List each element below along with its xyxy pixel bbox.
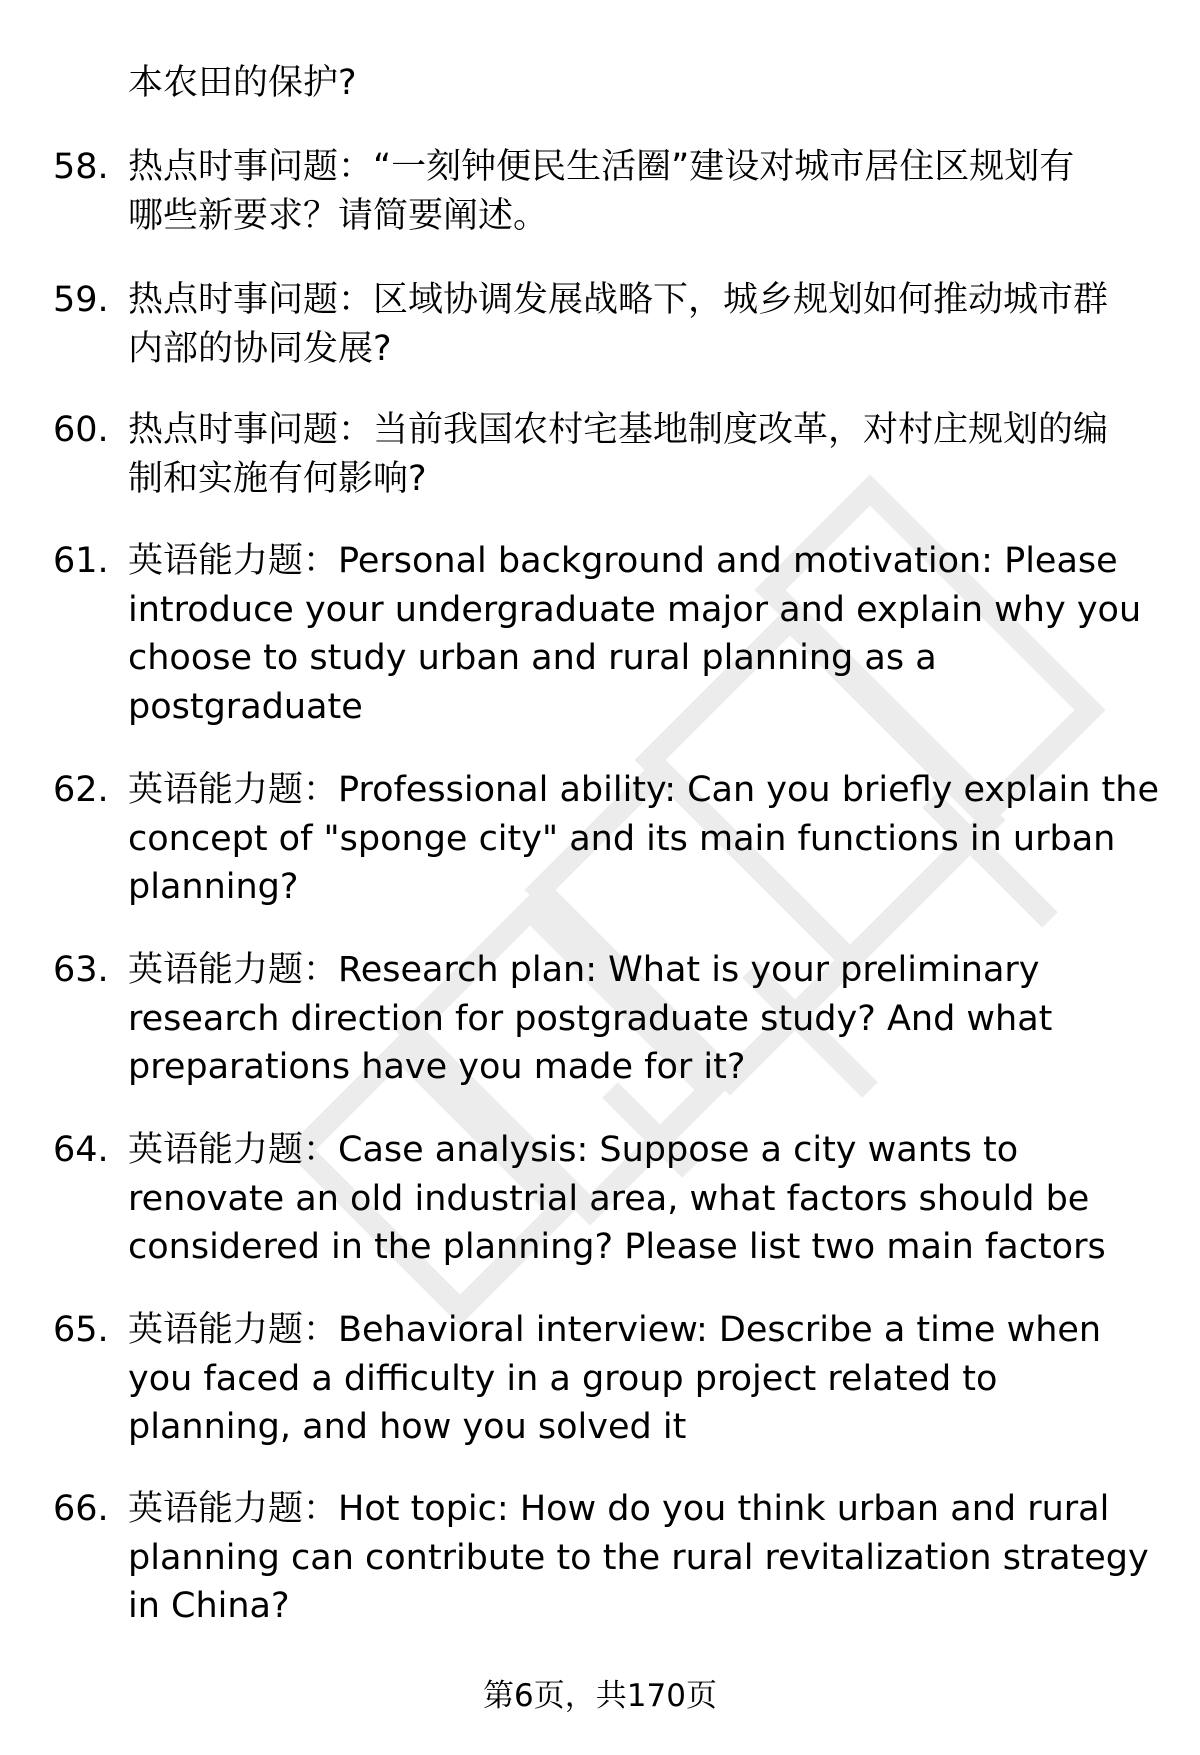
- text-line: 英语能力题：Research plan: What is your preliminary: [128, 950, 1040, 990]
- text-line: 内部的协同发展?: [128, 328, 392, 369]
- question-number: 59.: [53, 280, 109, 320]
- text-line: choose to study urban and rural planning as a: [128, 638, 937, 678]
- text-line: 英语能力题：Professional ability: Can you briefly explain the: [128, 770, 1159, 810]
- question-number: 64.: [53, 1130, 109, 1170]
- text-line: planning, and how you solved it: [128, 1407, 687, 1447]
- text-line: planning?: [128, 867, 299, 907]
- text-line: research direction for postgraduate study? And what: [128, 998, 1053, 1039]
- text-line: 英语能力题：Behavioral interview: Describe a time when: [128, 1310, 1102, 1350]
- text-line: concept of "sponge city" and its main functions in urban: [128, 818, 1116, 859]
- text-line: 热点时事问题：“一刻钟便民生活圈”建设对城市居住区规划有: [128, 147, 1075, 187]
- text-line: postgraduate: [128, 686, 363, 727]
- text-line: introduce your undergraduate major and explain why you: [128, 589, 1142, 630]
- question-number: 63.: [53, 950, 109, 990]
- question-number: 62.: [53, 770, 109, 810]
- text-line: you faced a difficulty in a group project related to: [128, 1358, 998, 1399]
- question-number: 58.: [53, 147, 109, 187]
- text-line: 英语能力题：Hot topic: How do you think urban and rural: [128, 1489, 1110, 1529]
- text-line: 热点时事问题：当前我国农村宅基地制度改革，对村庄规划的编: [128, 410, 1109, 450]
- page-number-footer: 第6页，共170页: [483, 1678, 717, 1714]
- text-line: 英语能力题：Personal background and motivation: Please: [128, 541, 1118, 581]
- question-number: 66.: [53, 1489, 109, 1529]
- text-line: planning can contribute to the rural revitalization strategy: [128, 1537, 1149, 1578]
- text-line: considered in the planning? Please list two main factors: [128, 1227, 1106, 1267]
- text-line: preparations have you made for it?: [128, 1047, 746, 1087]
- text-line: 热点时事问题：区域协调发展战略下，城乡规划如何推动城市群: [128, 280, 1109, 320]
- text-line: 哪些新要求？请简要阐述。: [128, 195, 549, 236]
- text-line: in China?: [128, 1586, 290, 1626]
- text-line: 本农田的保护?: [128, 63, 357, 103]
- question-number: 61.: [53, 541, 109, 581]
- question-number: 65.: [53, 1310, 109, 1350]
- question-number: 60.: [53, 410, 109, 450]
- text-line: 英语能力题：Case analysis: Suppose a city wants to: [128, 1130, 1019, 1170]
- text-line: 制和实施有何影响?: [128, 458, 427, 499]
- text-line: renovate an old industrial area, what factors should be: [128, 1178, 1090, 1219]
